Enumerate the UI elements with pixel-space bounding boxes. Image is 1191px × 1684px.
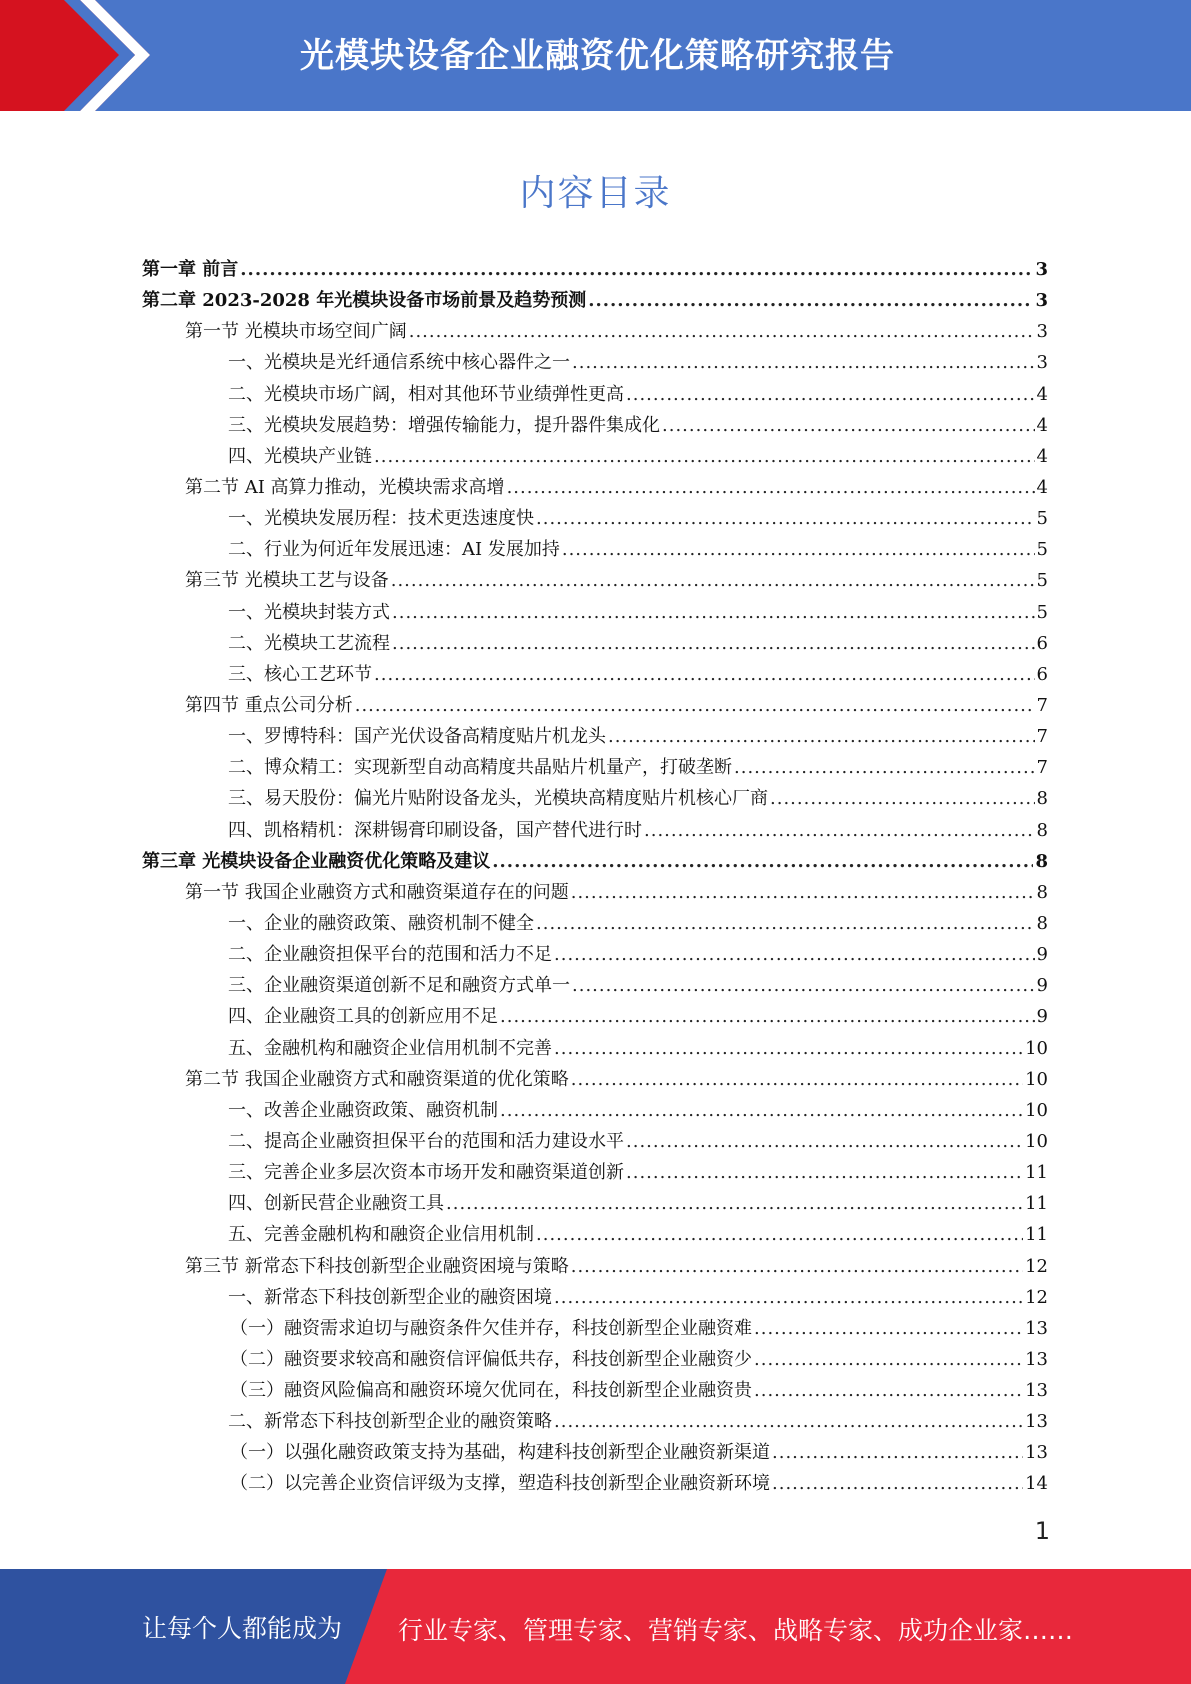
toc-entry-page: 4 — [1036, 476, 1048, 498]
toc-entry-title: 二、提高企业融资担保平台的范围和活力建设水平 — [228, 1130, 624, 1152]
toc-leader-dots — [772, 1468, 1023, 1499]
toc-leader-dots — [507, 472, 1035, 503]
toc-leader-dots — [492, 846, 1033, 877]
toc-entry-title: 五、金融机构和融资企业信用机制不完善 — [228, 1037, 552, 1059]
toc-leader-dots — [554, 1282, 1023, 1313]
toc-entry[interactable] — [142, 597, 1048, 628]
toc-entry[interactable] — [142, 1188, 1048, 1219]
toc-entry-page: 5 — [1036, 601, 1048, 623]
toc-entry-title: 四、光模块产业链 — [228, 445, 372, 467]
toc-entry-page: 6 — [1036, 632, 1048, 654]
toc-entry-page: 9 — [1036, 944, 1048, 966]
toc-entry[interactable] — [142, 783, 1048, 814]
toc-entry-page: 4 — [1036, 414, 1048, 436]
toc-entry-title: 第一章 前言 — [142, 259, 239, 280]
toc-entry-page: 5 — [1036, 508, 1048, 530]
toc-entry[interactable] — [142, 970, 1048, 1001]
toc-entry-title: 第一节 光模块市场空间广阔 — [185, 321, 407, 343]
toc-leader-dots — [536, 503, 1035, 534]
toc-entry-page: 12 — [1025, 1286, 1048, 1308]
toc-entry-page: 14 — [1025, 1473, 1048, 1495]
toc-entry-page: 10 — [1025, 1130, 1048, 1152]
toc-entry[interactable] — [142, 690, 1048, 721]
toc-entry[interactable] — [142, 441, 1048, 472]
toc-entry-page: 8 — [1035, 850, 1048, 872]
toc-entry-page: 11 — [1025, 1162, 1048, 1184]
toc-leader-dots — [240, 254, 1033, 285]
toc-entry-title: 三、易天股份：偏光片贴附设备龙头，光模块高精度贴片机核心厂商 — [228, 788, 768, 810]
toc-entry-page: 10 — [1025, 1037, 1048, 1059]
toc-entry-title: 一、光模块发展历程：技术更迭速度快 — [228, 508, 534, 530]
toc-entry-page: 10 — [1025, 1099, 1048, 1121]
toc-entry-title: 第一节 我国企业融资方式和融资渠道存在的问题 — [185, 881, 569, 903]
toc-entry[interactable] — [142, 472, 1048, 503]
toc-leader-dots — [374, 441, 1035, 472]
toc-leader-dots — [374, 659, 1035, 690]
page-number: 1 — [1034, 1517, 1050, 1545]
toc-entry-page: 8 — [1036, 788, 1048, 810]
toc-entry[interactable] — [142, 628, 1048, 659]
toc-leader-dots — [571, 1251, 1023, 1282]
toc-entry-page: 13 — [1025, 1380, 1048, 1402]
toc-entry-title: 一、新常态下科技创新型企业的融资困境 — [228, 1286, 552, 1308]
toc-entry[interactable] — [142, 410, 1048, 441]
toc-leader-dots — [554, 1406, 1023, 1437]
toc-entry-title: 二、新常态下科技创新型企业的融资策略 — [228, 1411, 552, 1433]
toc-entry[interactable] — [142, 1468, 1048, 1499]
toc-entry[interactable] — [142, 379, 1048, 410]
toc-entry[interactable] — [142, 659, 1048, 690]
toc-entry[interactable] — [142, 1033, 1048, 1064]
toc-leader-dots — [644, 815, 1035, 846]
toc-title: 内容目录 — [519, 173, 672, 214]
toc-leader-dots — [392, 628, 1035, 659]
toc-leader-dots — [754, 1313, 1023, 1344]
toc-leader-dots — [392, 597, 1035, 628]
report-title: 光模块设备企业融资优化策略研究报告 — [300, 36, 895, 76]
toc-entry-page: 10 — [1025, 1068, 1048, 1090]
toc-entry[interactable] — [142, 877, 1048, 908]
toc-entry-page: 3 — [1036, 321, 1048, 343]
toc-entry-page: 8 — [1036, 912, 1048, 934]
toc-entry[interactable] — [142, 752, 1048, 783]
toc-entry[interactable] — [142, 565, 1048, 596]
toc-entry-title: （二）以完善企业资信评级为支撑，塑造科技创新型企业融资新环境 — [230, 1473, 770, 1495]
toc-entry[interactable] — [142, 503, 1048, 534]
toc-entry[interactable] — [142, 1282, 1048, 1313]
toc-entry-title: 二、博众精工：实现新型自动高精度共晶贴片机量产，打破垄断 — [228, 757, 732, 779]
toc-leader-dots — [608, 721, 1035, 752]
toc-leader-dots — [588, 285, 1033, 316]
toc-leader-dots — [626, 1157, 1023, 1188]
toc-leader-dots — [571, 1064, 1023, 1095]
toc-entry-page: 7 — [1036, 757, 1048, 779]
toc-entry-page: 9 — [1036, 975, 1048, 997]
toc-entry-page: 13 — [1025, 1348, 1048, 1370]
toc-leader-dots — [626, 1126, 1023, 1157]
toc-entry-page: 5 — [1036, 539, 1048, 561]
toc-entry-title: 三、完善企业多层次资本市场开发和融资渠道创新 — [228, 1162, 624, 1184]
footer-slogan-right: 行业专家、管理专家、营销专家、战略专家、成功企业家…… — [398, 1616, 1074, 1645]
toc-leader-dots — [734, 752, 1035, 783]
toc-entry-title: 三、企业融资渠道创新不足和融资方式单一 — [228, 975, 570, 997]
toc-entry[interactable] — [142, 254, 1048, 285]
toc-leader-dots — [500, 1095, 1023, 1126]
toc-entry[interactable] — [142, 815, 1048, 846]
toc-leader-dots — [500, 1001, 1035, 1032]
toc-entry[interactable] — [142, 846, 1048, 877]
toc-entry-page: 4 — [1036, 383, 1048, 405]
toc-entry-page: 11 — [1025, 1193, 1048, 1215]
footer-banner — [0, 1569, 1191, 1684]
toc-entry-title: （一）以强化融资政策支持为基础，构建科技创新型企业融资新渠道 — [230, 1442, 770, 1464]
toc-leader-dots — [754, 1375, 1023, 1406]
toc-leader-dots — [355, 690, 1035, 721]
toc-leader-dots — [572, 347, 1035, 378]
toc-leader-dots — [536, 1219, 1023, 1250]
toc-entry-page: 3 — [1035, 290, 1048, 312]
toc-leader-dots — [770, 783, 1035, 814]
toc-entry-page: 3 — [1035, 259, 1048, 280]
toc-entry-title: 五、完善金融机构和融资企业信用机制 — [228, 1224, 534, 1246]
toc-leader-dots — [391, 565, 1035, 596]
toc-entry-page: 13 — [1025, 1317, 1048, 1339]
toc-entry-title: 二、光模块市场广阔，相对其他环节业绩弹性更高 — [228, 383, 624, 405]
toc-entry[interactable] — [142, 316, 1048, 347]
toc-leader-dots — [572, 970, 1035, 1001]
toc-entry-title: 第三节 新常态下科技创新型企业融资困境与策略 — [185, 1255, 569, 1277]
toc-leader-dots — [554, 939, 1035, 970]
toc-entry-page: 6 — [1036, 663, 1048, 685]
footer-slogan-left: 让每个人都能成为 — [142, 1614, 343, 1643]
toc-leader-dots — [409, 316, 1035, 347]
toc-entry-page: 13 — [1025, 1411, 1048, 1433]
toc-leader-dots — [626, 379, 1035, 410]
toc-entry-title: 四、凯格精机：深耕锡膏印刷设备，国产替代进行时 — [228, 819, 642, 841]
toc-leader-dots — [562, 534, 1035, 565]
toc-entry-title: 一、光模块是光纤通信系统中核心器件之一 — [228, 352, 570, 374]
toc-entry-title: 一、罗博特科：国产光伏设备高精度贴片机龙头 — [228, 726, 606, 748]
toc-entry-title: 三、核心工艺环节 — [228, 663, 372, 685]
toc-entry-title: 二、企业融资担保平台的范围和活力不足 — [228, 944, 552, 966]
toc-entry-title: 第三节 光模块工艺与设备 — [185, 570, 389, 592]
toc-entry[interactable] — [142, 939, 1048, 970]
toc-entry-title: 第三章 光模块设备企业融资优化策略及建议 — [142, 850, 491, 872]
toc-entry-title: 四、创新民营企业融资工具 — [228, 1193, 444, 1215]
toc-entry[interactable] — [142, 1437, 1048, 1468]
toc-entry[interactable] — [142, 1219, 1048, 1250]
toc-leader-dots — [662, 410, 1035, 441]
toc-entry-page: 11 — [1025, 1224, 1048, 1246]
toc-entry[interactable] — [142, 1251, 1048, 1282]
toc-entry-title: 三、光模块发展趋势：增强传输能力，提升器件集成化 — [228, 414, 660, 436]
toc-entry-page: 5 — [1036, 570, 1048, 592]
toc-entry-page: 8 — [1036, 881, 1048, 903]
toc-entry-title: 一、企业的融资政策、融资机制不健全 — [228, 912, 534, 934]
toc-entry[interactable] — [142, 1064, 1048, 1095]
toc-entry[interactable] — [142, 721, 1048, 752]
toc-entry-page: 7 — [1036, 726, 1048, 748]
toc-entry[interactable] — [142, 1375, 1048, 1406]
toc-entry-title: （二）融资要求较高和融资信评偏低共存，科技创新型企业融资少 — [230, 1348, 752, 1370]
toc-entry-page: 13 — [1025, 1442, 1048, 1464]
toc-entry-title: 第二章 2023-2028 年光模块设备市场前景及趋势预测 — [142, 290, 587, 312]
toc-entry[interactable] — [142, 534, 1048, 565]
toc-leader-dots — [536, 908, 1035, 939]
toc-entry-title: 二、行业为何近年发展迅速：AI 发展加持 — [228, 539, 560, 561]
toc-leader-dots — [554, 1033, 1023, 1064]
toc-entry-page: 7 — [1036, 694, 1048, 716]
toc-entry-title: 四、企业融资工具的创新应用不足 — [228, 1006, 498, 1028]
toc-entry-title: 一、光模块封装方式 — [228, 601, 390, 623]
toc-entry[interactable] — [142, 1126, 1048, 1157]
toc-entry[interactable] — [142, 1157, 1048, 1188]
toc-entry-page: 12 — [1025, 1255, 1048, 1277]
toc-entry-title: 第二节 我国企业融资方式和融资渠道的优化策略 — [185, 1068, 569, 1090]
toc-leader-dots — [571, 877, 1035, 908]
toc-entry-title: 二、光模块工艺流程 — [228, 632, 390, 654]
toc-entry[interactable] — [142, 1344, 1048, 1375]
toc-entry-page: 9 — [1036, 1006, 1048, 1028]
toc-leader-dots — [754, 1344, 1023, 1375]
toc-entry[interactable] — [142, 1313, 1048, 1344]
toc-entry-title: 第四节 重点公司分析 — [185, 694, 353, 716]
toc-entry-title: （三）融资风险偏高和融资环境欠优同在，科技创新型企业融资贵 — [230, 1380, 752, 1402]
toc-leader-dots — [772, 1437, 1023, 1468]
toc-entry[interactable] — [142, 1406, 1048, 1437]
toc-entry-page: 3 — [1036, 352, 1048, 374]
toc-entry[interactable] — [142, 1001, 1048, 1032]
toc-entry[interactable] — [142, 908, 1048, 939]
toc-entry[interactable] — [142, 285, 1048, 316]
table-of-contents — [142, 254, 1048, 1500]
toc-entry-title: （一）融资需求迫切与融资条件欠佳并存，科技创新型企业融资难 — [230, 1317, 752, 1339]
toc-entry[interactable] — [142, 347, 1048, 378]
toc-entry-page: 4 — [1036, 445, 1048, 467]
toc-entry-title: 一、改善企业融资政策、融资机制 — [228, 1099, 498, 1121]
toc-leader-dots — [446, 1188, 1023, 1219]
toc-entry-page: 8 — [1036, 819, 1048, 841]
toc-entry[interactable] — [142, 1095, 1048, 1126]
toc-entry-title: 第二节 AI 高算力推动，光模块需求高增 — [185, 476, 505, 498]
header-banner — [0, 0, 1191, 111]
